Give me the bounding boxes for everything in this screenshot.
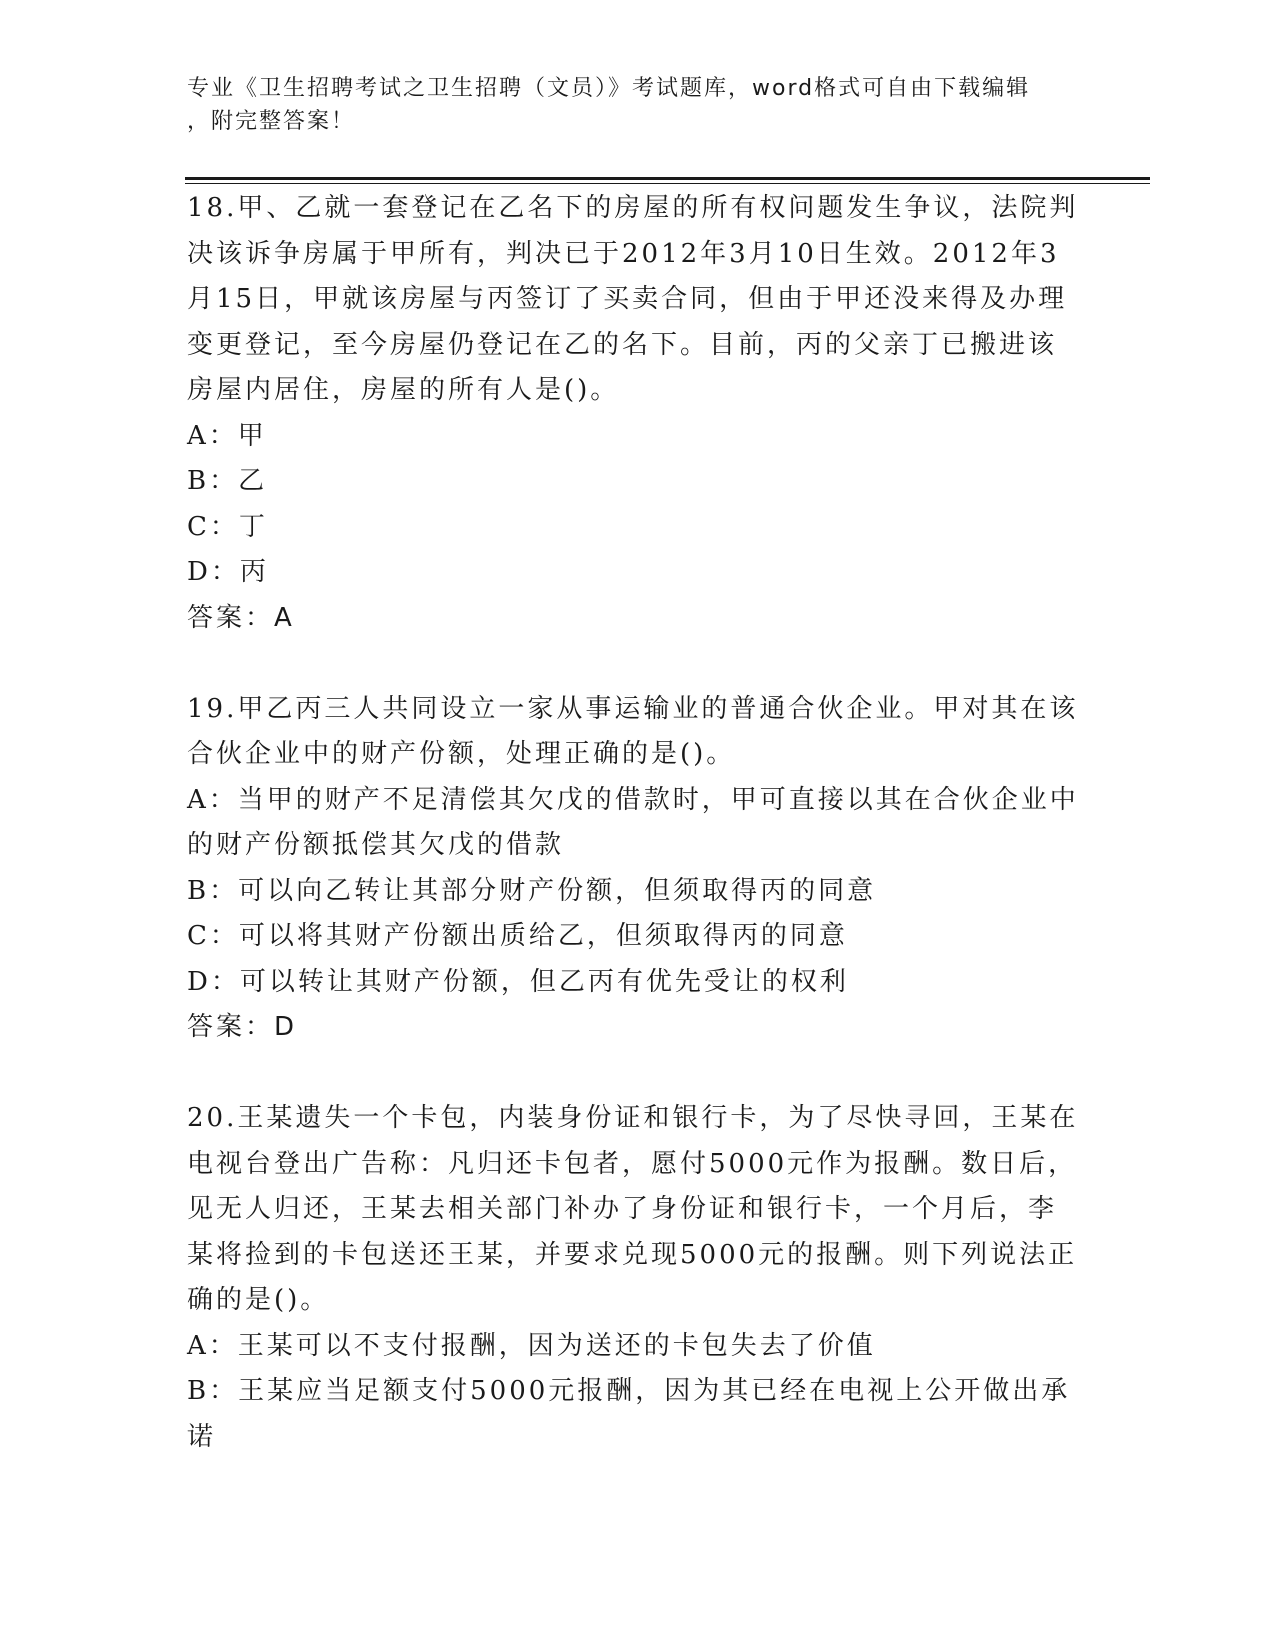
option-b: B：王某应当足额支付5000元报酬，因为其已经在电视上公开做出承 [187, 1376, 1071, 1406]
question-stem-line: 见无人归还，王某去相关部门补办了身份证和银行卡，一个月后，李 [187, 1194, 1058, 1224]
question-stem-line: 电视台登出广告称：凡归还卡包者，愿付5000元作为报酬。数日后， [187, 1148, 1078, 1179]
question-19 [187, 687, 1077, 1051]
header-line-1: 专业《卫生招聘考试之卫生招聘（文员）》考试题库，word格式可自由下载编辑 [187, 76, 1031, 101]
question-18 [187, 186, 1077, 641]
question-stem-line: 变更登记，至今房屋仍登记在乙的名下。目前，丙的父亲丁已搬进该 [187, 329, 1058, 360]
question-stem-line: 合伙企业中的财产份额，处理正确的是()。 [187, 739, 736, 769]
question-spacer [187, 1051, 1077, 1097]
question-stem-line: 房屋内居住，房屋的所有人是()。 [187, 375, 620, 405]
question-stem-line: 20.王某遗失一个卡包，内装身份证和银行卡，为了尽快寻回，王某在 [187, 1103, 1079, 1133]
question-stem-line: 19.甲乙丙三人共同设立一家从事运输业的普通合伙企业。甲对其在该 [187, 693, 1079, 724]
option-b-continued: 诺 [187, 1421, 217, 1452]
option-d: D：可以转让其财产份额，但乙丙有优先受让的权利 [187, 966, 849, 997]
question-stem-line: 月15日，甲就该房屋与丙签订了买卖合同，但由于甲还没来得及办理 [187, 284, 1068, 314]
option-a: A：王某可以不支付报酬，因为送还的卡包失去了价值 [187, 1330, 876, 1361]
option-c: C：可以将其财产份额出质给乙，但须取得丙的同意 [187, 921, 848, 951]
question-20 [187, 1096, 1077, 1460]
question-spacer [187, 641, 1077, 687]
header-divider-thin [185, 183, 1150, 184]
option-a-continued: 的财产份额抵偿其欠戊的借款 [187, 830, 565, 860]
option-b: B：可以向乙转让其部分财产份额，但须取得丙的同意 [187, 875, 877, 906]
option-d: D：丙 [187, 557, 269, 587]
question-stem-line: 确的是()。 [187, 1285, 330, 1315]
option-b: B：乙 [187, 466, 268, 496]
option-c: C：丁 [187, 511, 268, 542]
option-a: A：当甲的财产不足清偿其欠戊的借款时，甲可直接以其在合伙企业中 [187, 784, 1079, 815]
header-divider-thick [185, 177, 1150, 180]
document-header [187, 72, 1087, 138]
question-stem-line: 决该诉争房属于甲所有，判决已于2012年3月10日生效。2012年3 [187, 238, 1060, 269]
answer-line: 答案：A [187, 602, 295, 633]
question-stem-line: 某将捡到的卡包送还王某，并要求兑现5000元的报酬。则下列说法正 [187, 1239, 1078, 1270]
answer-line: 答案：D [187, 1012, 298, 1042]
header-line-2: ，附完整答案！ [187, 109, 356, 134]
question-list [187, 186, 1077, 1460]
question-stem-line: 18.甲、乙就一套登记在乙名下的房屋的所有权问题发生争议，法院判 [187, 193, 1079, 223]
option-a: A：甲 [187, 420, 267, 451]
